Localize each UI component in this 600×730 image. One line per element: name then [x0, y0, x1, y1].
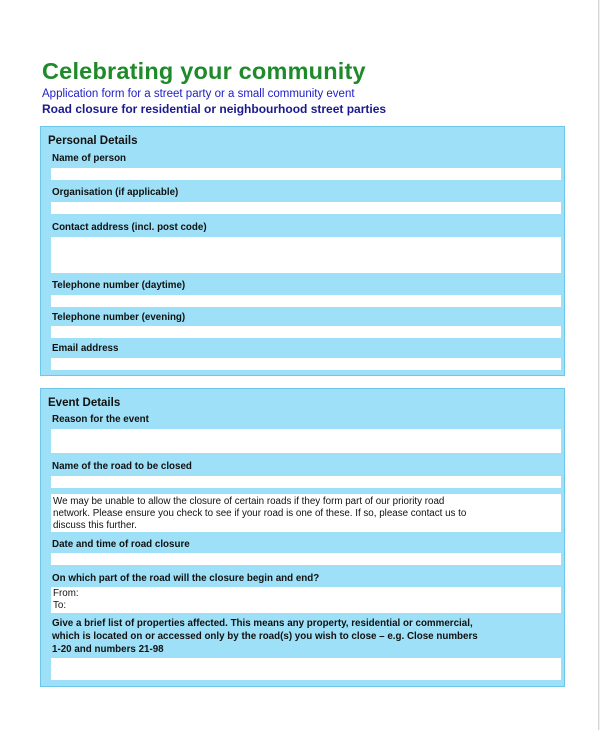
telephone-evening-label: Telephone number (evening)	[52, 312, 186, 323]
personal-details-heading: Personal Details	[48, 135, 138, 147]
road-name-field[interactable]	[51, 476, 561, 488]
email-label: Email address	[52, 343, 119, 354]
personal-details-section	[40, 126, 565, 376]
to-label: To:	[53, 600, 67, 611]
date-time-label: Date and time of road closure	[52, 539, 190, 550]
road-part-label: On which part of the road will the closure begin and end?	[52, 573, 320, 584]
from-to-box[interactable]	[51, 587, 561, 613]
from-label: From:	[53, 588, 79, 599]
form-subtitle-road-closure: Road closure for residential or neighbourhood street parties	[42, 102, 387, 116]
telephone-daytime-label: Telephone number (daytime)	[52, 280, 186, 291]
telephone-daytime-field[interactable]	[51, 295, 561, 307]
road-name-label: Name of the road to be closed	[52, 461, 192, 472]
priority-road-warning: We may be unable to allow the closure of certain roads if they form part of our priority road network. Please ensure you check to see if your road is one of these. If so, please contact us to discuss this further.	[51, 494, 561, 532]
date-time-field[interactable]	[51, 553, 561, 565]
organisation-label: Organisation (if applicable)	[52, 187, 179, 198]
name-field[interactable]	[51, 168, 561, 180]
organisation-field[interactable]	[51, 202, 561, 214]
reason-field[interactable]	[51, 429, 561, 453]
reason-label: Reason for the event	[52, 414, 149, 425]
event-details-section	[40, 388, 565, 687]
properties-label: Give a brief list of properties affected. This means any property, residential or commercial, which is located on or accessed only by the road(s) you wish to close – e.g. Close numbers 1-20 and numbers 21-98	[52, 618, 478, 655]
email-field[interactable]	[51, 358, 561, 370]
contact-address-label: Contact address (incl. post code)	[52, 222, 207, 233]
event-details-heading: Event Details	[48, 397, 121, 409]
contact-address-field[interactable]	[51, 237, 561, 273]
telephone-evening-field[interactable]	[51, 326, 561, 338]
form-subtitle: Application form for a street party or a small community event	[42, 88, 355, 100]
properties-field[interactable]	[51, 658, 561, 680]
form-title: Celebrating your community	[42, 58, 366, 84]
name-label: Name of person	[52, 153, 127, 164]
